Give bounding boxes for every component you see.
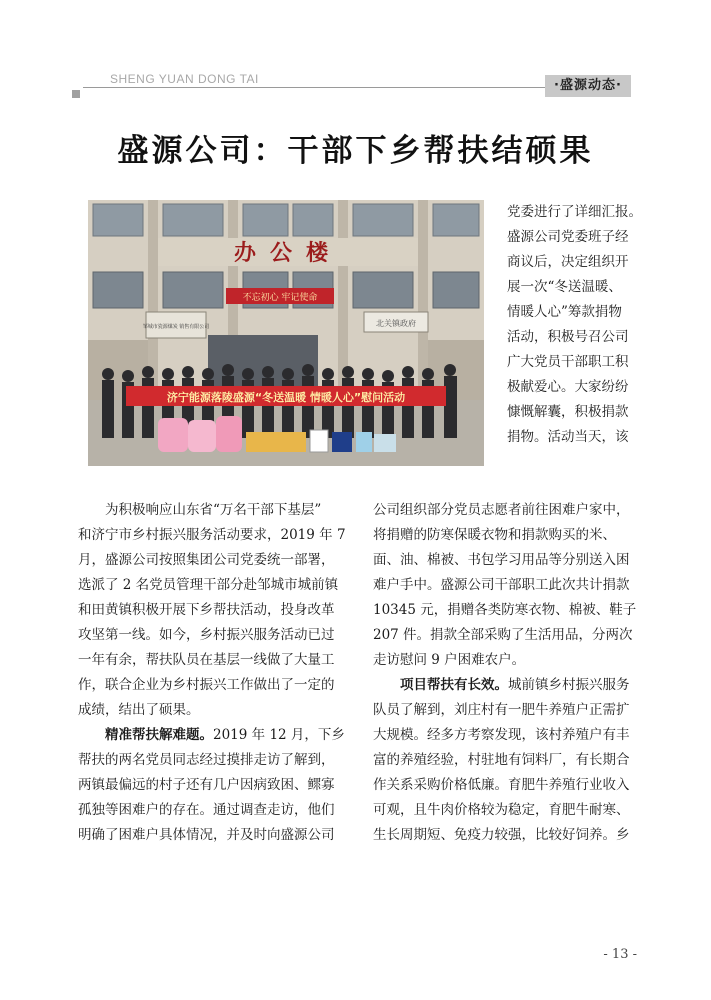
page-number: - 13 - (603, 947, 637, 962)
article-title: 盛源公司：干部下乡帮扶结硕果 (117, 133, 594, 169)
text-line: 成绩，结出了硕果。 (78, 702, 200, 718)
text-line: 孤独等困难户的存在。通过调查走访，他们 (78, 802, 335, 818)
text-line: 公司组织部分党员志愿者前往困难户家中， (373, 502, 630, 518)
text-line: 一年有余，帮扶队员在基层一线做了大量工 (78, 652, 335, 668)
text-line: 队员了解到，刘庄村有一肥牛养殖户正需扩 (373, 702, 630, 718)
text-line: 帮扶的两名党员同志经过摸排走访了解到， (78, 752, 335, 768)
red-banner: 不忘初心 牢记使命 (242, 293, 318, 303)
header-square (72, 90, 80, 98)
paragraph-lead-line (373, 673, 645, 698)
text-line: 商议后，决定组织开 (507, 254, 629, 270)
text-line: 面、油、棉被、书包学习用品等分别送入困 (373, 552, 630, 568)
text-line: 展一次“冬送温暖、 (507, 279, 622, 295)
left-column (78, 498, 358, 848)
building-sign: 办公楼 (233, 241, 343, 266)
text-fragment: 城前镇乡村振兴服务 (508, 677, 630, 693)
text-line: 走访慰问 9 户困难农户。 (373, 652, 526, 668)
right-narrow-column (507, 200, 645, 450)
text-line: 慷慨解囊，积极捐款 (507, 404, 629, 420)
text-line: 生长周期短、免疫力较强，比较好饲养。乡 (373, 827, 630, 843)
text-line: 作关系采购价格低廉。育肥牛养殖行业收入 (373, 777, 630, 793)
paragraph-lead-line (78, 723, 358, 748)
text-line: 和田黄镇积极开展下乡帮扶活动，投身改革 (78, 602, 335, 618)
text-line: 富的养殖经验，村驻地有饲料厂，有长期合 (373, 752, 630, 768)
paragraph-lead: 精准帮扶解难题。 (105, 727, 213, 743)
text-line: 明确了困难户具体情况，并及时向盛源公司 (78, 827, 335, 843)
paragraph-lead: 项目帮扶有长效。 (400, 677, 508, 693)
text-line: 捐物。活动当天，该 (507, 429, 629, 445)
right-column (373, 498, 645, 848)
text-line: 党委进行了详细汇报。 (507, 204, 642, 220)
left-plaque: 邹城市瓷源煤炭 销售有限公司 (142, 324, 210, 330)
text-line: 广大党员干部职工积 (507, 354, 629, 370)
text-line: 极献爱心。大家纷纷 (507, 379, 629, 395)
section-tag: ·盛源动态· (545, 75, 631, 97)
text-line: 10345 元，捐赠各类防寒衣物、棉被、鞋子 (373, 602, 637, 618)
text-line: 难户手中。盛源公司干部职工此次共计捐款 (373, 577, 630, 593)
text-line: 为积极响应山东省“万名干部下基层” (105, 502, 322, 518)
text-line: 大规模。经多方考察发现，该村养殖户有丰 (373, 727, 630, 743)
text-line: 作，联合企业为乡村振兴工作做出了一定的 (78, 677, 335, 693)
text-line: 攻坚第一线。如今，乡村振兴服务活动已过 (78, 627, 335, 643)
text-line: 将捐赠的防寒保暖衣物和捐款购买的米、 (373, 527, 616, 543)
right-plaque: 北关镇政府 (376, 319, 416, 328)
office-building-photo (88, 200, 484, 466)
text-line: 盛源公司党委班子经 (507, 229, 629, 245)
event-banner: 济宁能源落陵盛源“冬送温暖 情暖人心”慰问活动 (166, 391, 406, 404)
running-title: SHENG YUAN DONG TAI (110, 72, 259, 86)
text-fragment: 2019 年 12 月，下乡 (213, 727, 345, 743)
text-line: 月，盛源公司按照集团公司党委统一部署， (78, 552, 335, 568)
text-line: 可观，且牛肉价格较为稳定，育肥牛耐寒、 (373, 802, 630, 818)
text-line: 活动，积极号召公司 (507, 329, 629, 345)
article-photo (88, 200, 484, 466)
text-line: 选派了 2 名党员管理干部分赴邹城市城前镇 (78, 577, 339, 593)
text-line: 情暖人心”筹款捐物 (507, 304, 622, 320)
text-line: 两镇最偏远的村子还有几户因病致困、鳏寡 (78, 777, 335, 793)
text-line: 207 件。捐款全部采购了生活用品，分两次 (373, 627, 633, 643)
text-line: 和济宁市乡村振兴服务活动要求，2019 年 7 (78, 527, 346, 543)
